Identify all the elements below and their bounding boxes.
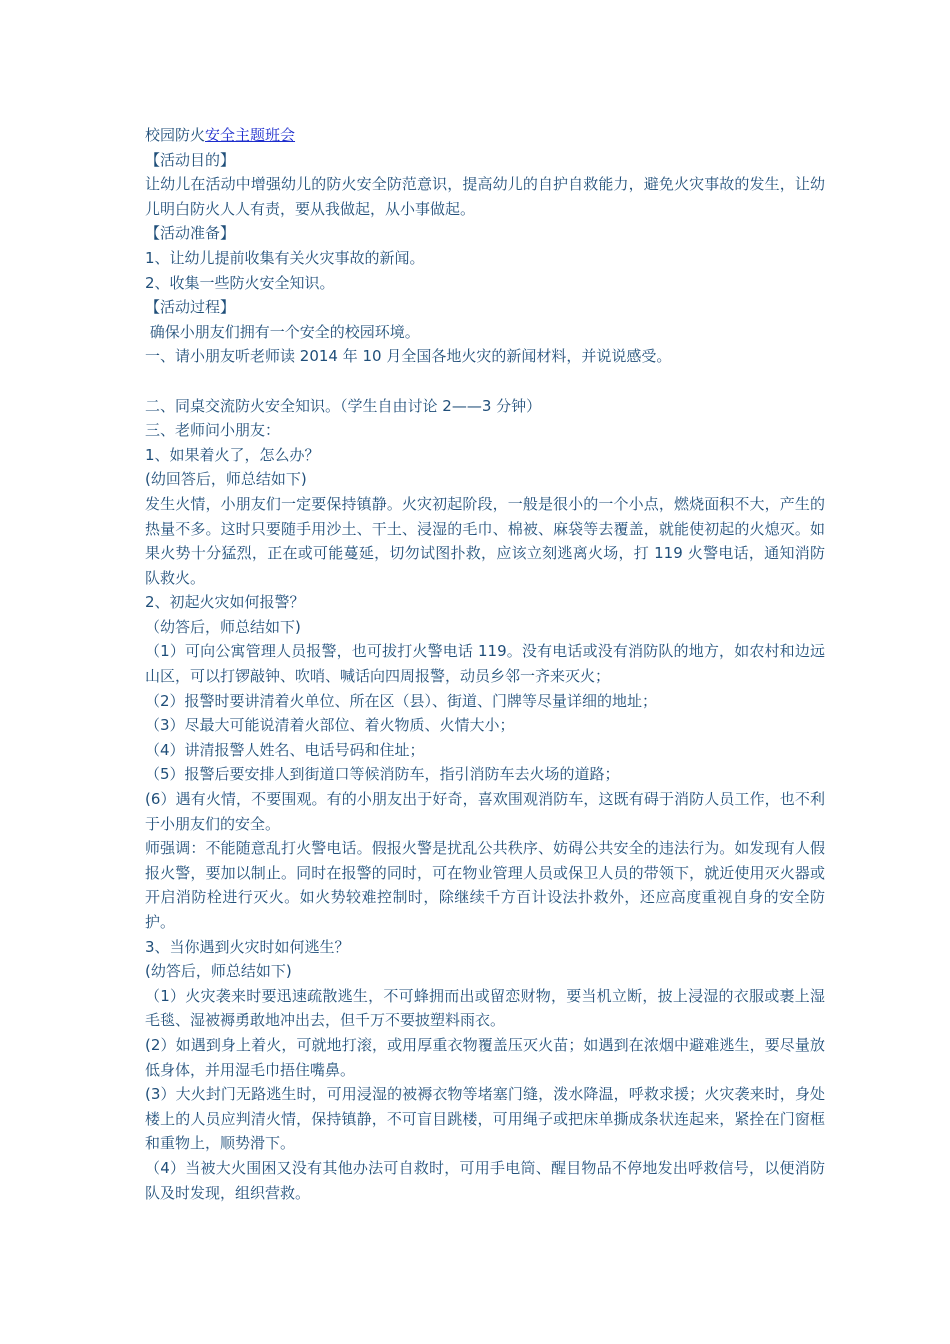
step-three: 三、老师问小朋友： (145, 421, 281, 440)
title-text: 校园防火 (145, 126, 206, 144)
question-3-note: (幼答后，师总结如下) (145, 962, 292, 981)
process-intro: 确保小朋友们拥有一个安全的校园环境。 (145, 322, 420, 341)
answer-2-item-2: （2）报警时要讲清着火单位、所在区（县）、街道、门牌等尽量详细的地址； (145, 691, 658, 710)
answer-2-item-1: （1）可向公寓管理人员报警，也可拔打火警电话 119。没有电话或没有消防队的地方，如农村和边远山区，可以打锣敲钟、吹哨、喊话向四周报警，动员乡邻一齐来灭火； (145, 642, 825, 686)
question-1-note: (幼回答后，师总结如下) (145, 470, 307, 489)
answer-2-item-4: （4）讲清报警人姓名、电话号码和住址； (145, 740, 425, 759)
question-1: 1、如果着火了，怎么办？ (145, 445, 320, 464)
answer-3-item-2: (2）如遇到身上着火，可就地打滚，或用厚重衣物覆盖压灭火苗；如遇到在浓烟中避难逃生，要尽量放低身体，并用湿毛巾捂住嘴鼻。 (145, 1035, 825, 1079)
section-heading-process: 【活动过程】 (145, 298, 236, 317)
preparation-item-1: 1、让幼儿提前收集有关火灾事故的新闻。 (145, 248, 425, 267)
section-heading-purpose: 【活动目的】 (145, 150, 236, 169)
blank-line (145, 369, 825, 394)
answer-1-paragraph: 发生火情，小朋友们一定要保持镇静。火灾初起阶段，一般是很小的一个小点，燃烧面积不大，产生的热量不多。这时只要随手用沙土、干土、浸湿的毛巾、棉被、麻袋等去覆盖，就能使初起的火熄灭。如果火势十分猛烈，正在或可能蔓延，切勿试图扑救，应该立刻逃离火场，打 119 火警电话，通知消防队救火。 (145, 494, 825, 587)
answer-2-item-3: （3）尽最大可能说清着火部位、着火物质、火情大小； (145, 716, 515, 735)
question-2: 2、初起火灾如何报警？ (145, 593, 305, 612)
step-two: 二、同桌交流防火安全知识。（学生自由讨论 2——3 分钟） (145, 396, 542, 415)
document-title (145, 123, 825, 148)
teacher-emphasis-paragraph: 师强调：不能随意乱打火警电话。假报火警是扰乱公共秩序、妨碍公共安全的违法行为。如发现有人假报火警，要加以制止。同时在报警的同时，可在物业管理人员或保卫人员的带领下，就近使用灭火器或开启消防栓进行灭火。如火势较难控制时，除继续千方百计设法扑救外，还应高度重视自身的安全防护。 (145, 839, 825, 931)
step-one: 一、请小朋友听老师读 2014 年 10 月全国各地火灾的新闻材料，并说说感受。 (145, 347, 672, 366)
answer-3-item-4: （4）当被大火围困又没有其他办法可自救时，可用手电筒、醒目物品不停地发出呼救信号，以便消防队及时发现，组织营救。 (145, 1158, 825, 1202)
preparation-item-2: 2、收集一些防火安全知识。 (145, 273, 335, 292)
answer-2-item-5: （5）报警后要安排人到街道口等候消防车，指引消防车去火场的道路； (145, 765, 620, 784)
answer-3-item-1: （1）火灾袭来时要迅速疏散逃生，不可蜂拥而出或留恋财物，要当机立断，披上浸湿的衣服或裹上湿毛毯、湿被褥勇敢地冲出去，但千万不要披塑料雨衣。 (145, 986, 825, 1030)
question-2-note: （幼答后，师总结如下) (145, 617, 301, 636)
answer-3-item-3: (3）大火封门无路逃生时，可用浸湿的被褥衣物等堵塞门缝，泼水降温，呼救求援；火灾袭来时，身处楼上的人员应判清火情，保持镇静，不可盲目跳楼，可用绳子或把床单撕成条状连起来，紧拴在门窗框和重物上，顺势滑下。 (145, 1085, 825, 1153)
question-3: 3、当你遇到火灾时如何逃生？ (145, 937, 350, 956)
purpose-paragraph: 让幼儿在活动中增强幼儿的防火安全防范意识，提高幼儿的自护自救能力，避免火灾事故的发生，让幼儿明白防火人人有责，要从我做起，从小事做起。 (145, 175, 825, 218)
answer-2-item-6: (6）遇有火情，不要围观。有的小朋友出于好奇，喜欢围观消防车，这既有碍于消防人员工作，也不利于小朋友们的安全。 (145, 790, 825, 833)
section-heading-preparation: 【活动准备】 (145, 224, 236, 243)
document-page (145, 123, 825, 1205)
title-link[interactable]: 安全主题班会 (205, 126, 296, 144)
